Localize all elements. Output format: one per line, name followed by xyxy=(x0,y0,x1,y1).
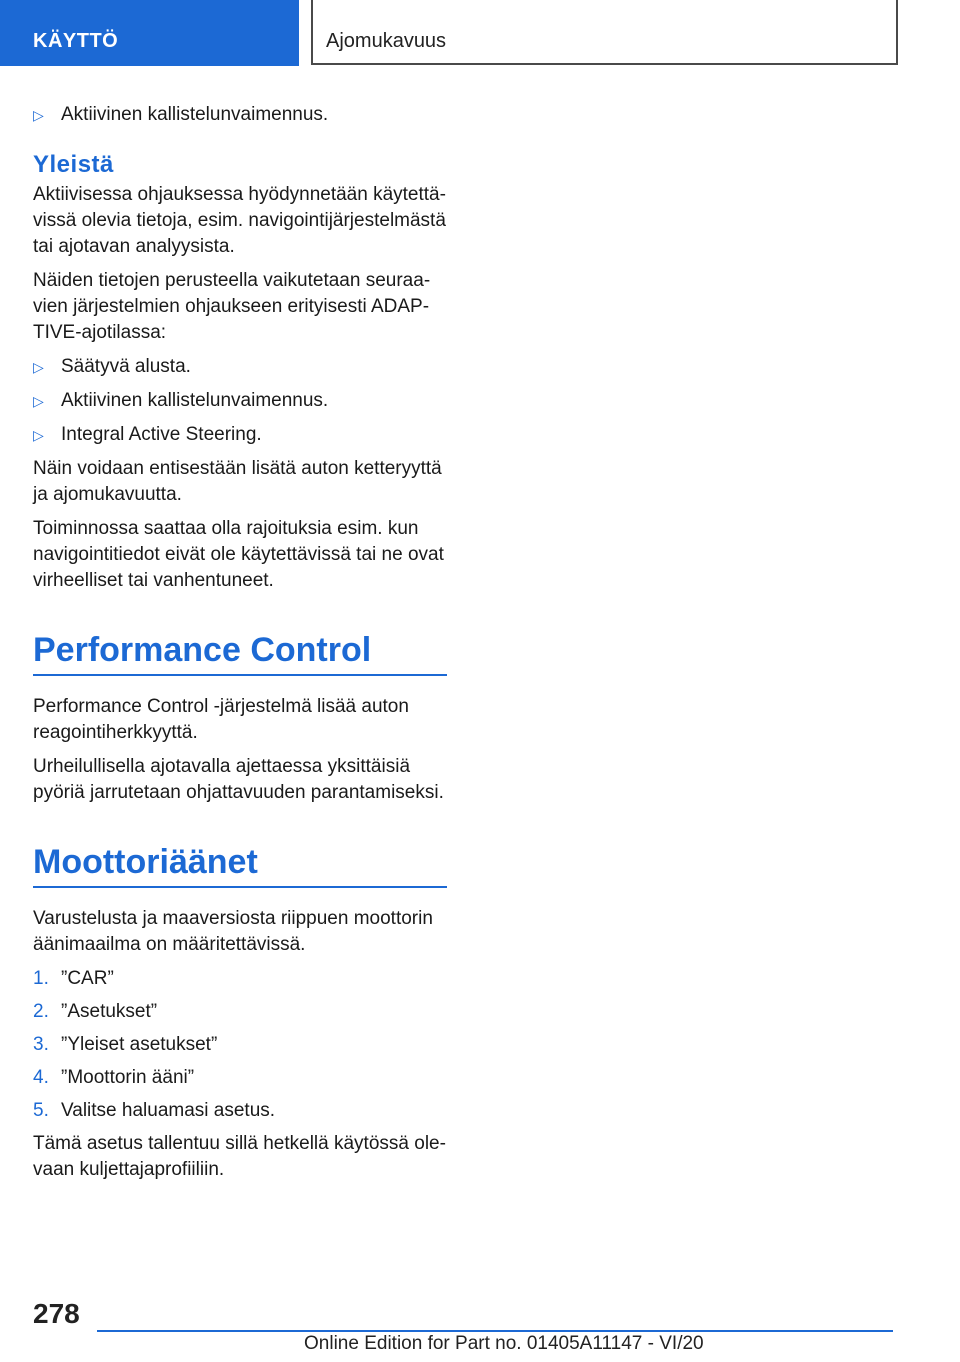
list-item: ▷ Aktiivinen kallistelunvaimennus. xyxy=(33,388,447,414)
step-text: Valitse haluamasi asetus. xyxy=(61,1100,276,1121)
list-item: ▷ Säätyvä alusta. xyxy=(33,354,447,380)
footer-divider xyxy=(97,1330,893,1332)
page-number: 278 xyxy=(33,1298,80,1329)
paragraph: Urheilullisella ajotavalla ajettaessa yksittäisiä pyöriä jarrutetaan ohjattavuuden parantamiseksi. xyxy=(33,756,444,803)
paragraph: Performance Control -järjestelmä lisää auton reagointiherkkyyttä. xyxy=(33,696,409,743)
triangle-right-icon: ▷ xyxy=(33,427,44,443)
step-text: ”CAR” xyxy=(61,968,114,989)
step-number: 2. xyxy=(33,1001,49,1022)
triangle-right-icon: ▷ xyxy=(33,107,44,123)
paragraph: Näin voidaan entisestään lisätä auton ketteryyttä ja ajomukavuutta. xyxy=(33,458,442,505)
numbered-step xyxy=(33,1065,447,1091)
list-item: ▷ Integral Active Steering. xyxy=(33,422,447,448)
numbered-step xyxy=(33,966,447,992)
paragraph: Toiminnossa saattaa olla rajoituksia esim. kun navigointitiedot eivät ole käytettävissä tai ne ovat virheelliset tai vanhentuneet. xyxy=(33,518,444,591)
edition-note: Online Edition for Part no. 01405A11147 - VI/20 xyxy=(304,1333,704,1354)
section-heading-general: Yleistä xyxy=(33,151,114,178)
section-tab xyxy=(0,0,299,66)
list-item: ▷ Aktiivinen kallistelunvaimennus. xyxy=(33,102,447,128)
numbered-step xyxy=(33,1098,447,1124)
step-number: 1. xyxy=(33,968,49,989)
chapter-tab xyxy=(311,0,898,65)
paragraph: Tämä asetus tallentuu sillä hetkellä käytössä olevaan kuljettajaprofiiliin. xyxy=(33,1133,446,1180)
step-number: 4. xyxy=(33,1067,49,1088)
numbered-step xyxy=(33,1032,447,1058)
page-content xyxy=(33,102,447,1191)
step-number: 5. xyxy=(33,1100,49,1121)
paragraph: Näiden tietojen perusteella vaikutetaan seuraavien järjestelmien ohjaukseen erityisesti ADAPTIVE-ajotilassa: xyxy=(33,270,431,343)
chapter-title: Ajomukavuus xyxy=(326,30,447,52)
section-title: KÄYTTÖ xyxy=(33,30,119,52)
triangle-right-icon: ▷ xyxy=(33,359,44,375)
step-text: ”Moottorin ääni” xyxy=(61,1067,195,1088)
section-heading-engine-sounds: Moottoriäänet xyxy=(33,840,447,888)
section-heading-performance-control: Performance Control xyxy=(33,628,447,676)
page-header xyxy=(0,0,960,66)
step-text: ”Asetukset” xyxy=(61,1001,158,1022)
numbered-step xyxy=(33,999,447,1025)
paragraph: Aktiivisessa ohjauksessa hyödynnetään käytettävissä olevia tietoja, esim. navigointijärjestelmästä tai ajotavan analyysista. xyxy=(33,184,446,257)
triangle-right-icon: ▷ xyxy=(33,393,44,409)
step-text: ”Yleiset asetukset” xyxy=(61,1034,218,1055)
paragraph: Varustelusta ja maaversiosta riippuen moottorin äänimaailma on määritettävissä. xyxy=(33,908,433,955)
step-number: 3. xyxy=(33,1034,49,1055)
